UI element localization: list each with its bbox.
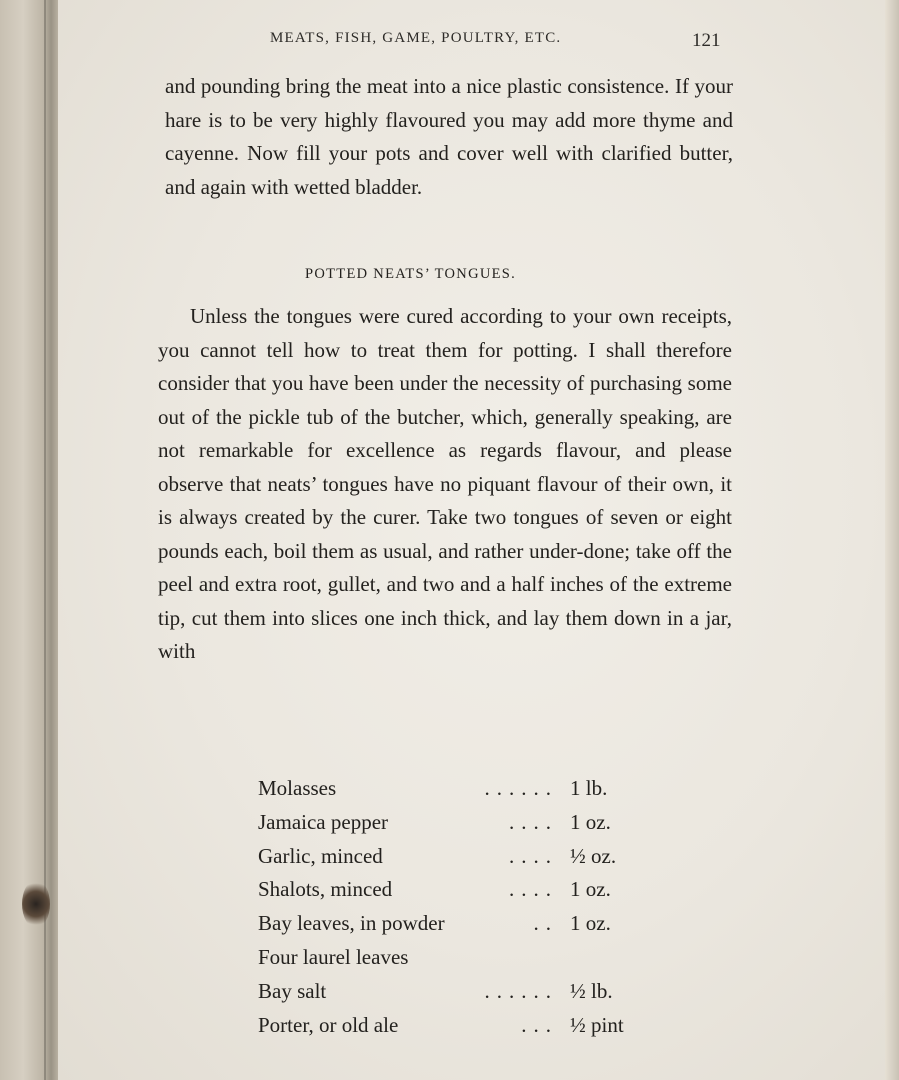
page-right-edge xyxy=(885,0,899,1080)
leader-dots: ... xyxy=(521,1012,558,1037)
paragraph-main: Unless the tongues were cured according to your own receipts, you cannot tell how to treat them for potting. I shall therefore consider that you have been under the necessity of purchasing some out of the pickle tub of the butcher, which, generally speaking, are not remarkable for excellence as regards flavour, and please observe that neats’ tongues have no piquant flavour of their own, it is always created by the curer. Take two tongues of seven or eight pounds each, boil them as usual, and rather under-done; take off the peel and extra root, gullet, and two and a half inches of the extreme tip, cut them into slices one inch thick, and lay them down in a jar, with xyxy=(158,304,732,663)
leader-dots: ...... xyxy=(484,776,558,800)
ingredient-quantity: ½ oz. xyxy=(570,843,617,868)
ingredient-name: Bay leaves, in powder xyxy=(258,911,445,936)
ingredient-row xyxy=(258,941,658,975)
ingredient-name: Four laurel leaves xyxy=(258,944,409,969)
leader-dots: .... xyxy=(509,843,558,868)
ingredient-row xyxy=(258,975,658,1009)
ingredient-row xyxy=(258,873,658,907)
ingredient-row xyxy=(258,1009,658,1043)
ingredient-quantity: 1 oz. xyxy=(570,809,611,834)
ingredient-quantity: ½ lb. xyxy=(570,978,613,1003)
ingredient-name: Porter, or old ale xyxy=(258,1012,399,1037)
ingredient-name: Jamaica pepper xyxy=(258,809,389,834)
ingredient-name: Bay salt xyxy=(258,978,327,1003)
leader-dots: .... xyxy=(509,809,558,834)
ingredient-row xyxy=(258,907,658,941)
leader-dots: ...... xyxy=(484,978,558,1003)
ingredient-quantity: ½ pint xyxy=(570,1012,624,1037)
ingredient-row xyxy=(258,772,658,806)
ingredient-quantity: 1 oz. xyxy=(570,877,611,902)
ingredient-name: Garlic, minced xyxy=(258,843,383,868)
ingredient-quantity: 1 oz. xyxy=(570,911,611,936)
ingredient-name: Shalots, minced xyxy=(258,877,393,902)
ingredient-row xyxy=(258,806,658,840)
running-head: MEATS, FISH, GAME, POULTRY, ETC. xyxy=(270,30,562,46)
ingredient-list xyxy=(258,772,658,1042)
leader-dots: .. xyxy=(533,911,558,936)
page-number: 121 xyxy=(692,30,721,51)
section-heading: POTTED NEATS’ TONGUES. xyxy=(305,266,517,282)
binding-stain xyxy=(22,880,50,928)
ingredient-row xyxy=(258,840,658,874)
paragraph-continued: and pounding bring the meat into a nice plastic consistence. If your hare is to be very highly flavoured you may add more thyme and cayenne. Now fill your pots and cover well with clarified butter, and again with wetted bladder. xyxy=(165,74,733,199)
ingredient-name: Molasses xyxy=(258,776,337,800)
leader-dots: .... xyxy=(509,877,558,902)
ingredient-quantity: 1 lb. xyxy=(570,776,608,800)
